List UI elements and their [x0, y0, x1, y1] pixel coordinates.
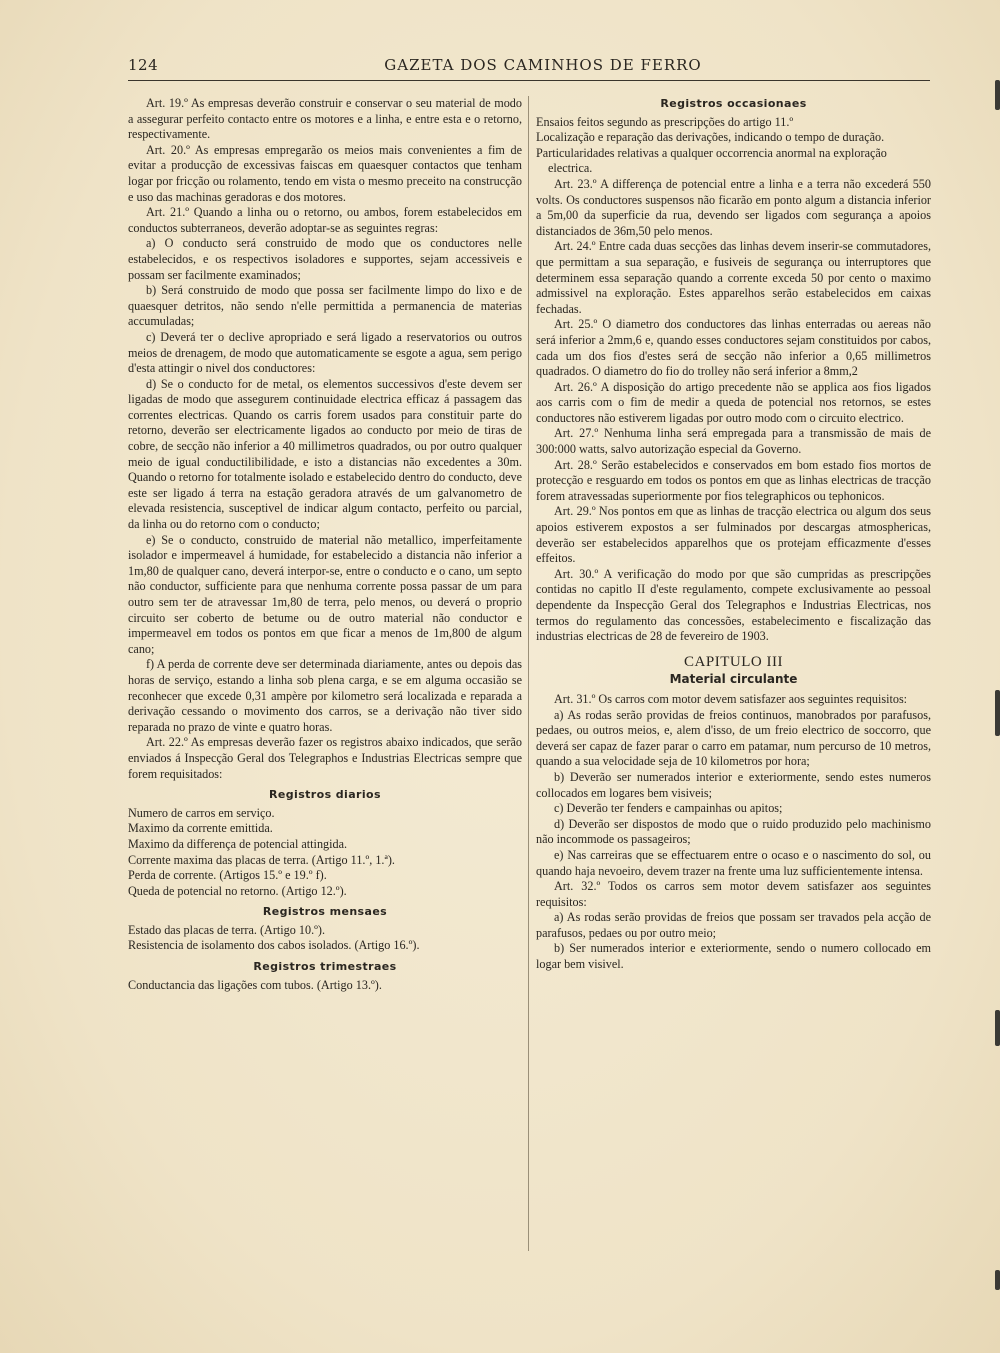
- article-21-b: b) Será construido de modo que possa ser facilmente limpo do lixo e de quaesquer detritos, não sendo n'elle permittida a permanencia de materias accumuladas;: [128, 283, 522, 329]
- article-31-d: d) Deverão ser dispostos de modo que o ruido produzido pelo machinismo não incommode os passageiros;: [536, 816, 931, 847]
- left-column: [128, 96, 522, 993]
- list-item: Ensaios feitos segundo as prescripções do artigo 11.º: [536, 114, 794, 129]
- list-item: Particularidades relativas a qualquer occorrencia anormal na exploração electrica.: [536, 145, 887, 176]
- registros-occasionaes-heading: Registros occasionaes: [660, 97, 807, 110]
- page-header: [128, 56, 930, 81]
- registros-diarios-list: [128, 806, 522, 900]
- binding-edge-mark: [995, 1010, 1000, 1046]
- list-item: Queda de potencial no retorno. (Artigo 12.º).: [128, 883, 347, 898]
- article-24: Art. 24.º Entre cada duas secções das linhas devem inserir-se commutadores, que permittam a sua separação, e fusiveis de segurança ou interruptores que determinem essa separação quando a corrente exceda 50 por cento o maximo admissivel na exploração. Estes apparelhos serão estabelecidos em caixas fechadas.: [536, 239, 931, 316]
- article-29: Art. 29.º Nos pontos em que as linhas de tracção electrica ou algum dos seus apoios estiverem expostos a ser fulminados por descargas atmosphericas, deverão ser estabelecidos apparelhos que os protejam efficazmente d'esses effeitos.: [536, 504, 931, 566]
- list-item: Resistencia de isolamento dos cabos isolados. (Artigo 16.º).: [128, 938, 420, 953]
- article-31-e: e) Nas carreiras que se effectuarem entre o ocaso e o nascimento do sol, ou quando haja nevoeiro, devem trazer na frente uma luz sufficientemente intensa.: [536, 847, 931, 878]
- article-21-a: a) O conducto será construido de modo que os conductores nelle estabelecidos, e os respectivos isoladores e supportes, sejam accessiveis e possam ser facilmente examinados;: [128, 236, 522, 282]
- chapter-title: CAPITULO III: [684, 653, 783, 670]
- article-23: Art. 23.º A differença de potencial entre a linha e a terra não excederá 550 volts. Os conductores suspensos não ficarão em ponto algum a distancia inferior a 5m,00 da superficie da rua, devendo ser ligados com segurança a apoios distanciados de 36m,50 pelo menos.: [536, 176, 931, 238]
- list-item: Localização e reparação das derivações, indicando o tempo de duração.: [536, 130, 885, 145]
- article-32-a: a) As rodas serão providas de freios que possam ser travados pela acção de parafusos, pedaes ou por outro meio;: [536, 910, 931, 940]
- article-31-c: c) Deverão ter fenders e campainhas ou apitos;: [554, 801, 783, 816]
- binding-edge-mark: [995, 80, 1000, 110]
- registros-mensaes-list: [128, 923, 522, 954]
- chapter-subtitle: Material circulante: [669, 672, 798, 687]
- article-22: Art. 22.º As empresas deverão fazer os registros abaixo indicados, que serão enviados á Inspecção Geral dos Telegraphos e Industrias Electricas sempre que forem requisitados:: [128, 735, 522, 781]
- registros-trimestraes-heading: Registros trimestraes: [253, 960, 397, 974]
- article-31: Art. 31.º Os carros com motor devem satisfazer aos seguintes requisitos:: [554, 691, 908, 706]
- article-19: Art. 19.º As empresas deverão construir e conservar o seu material de modo a assegurar perfeito contacto entre os motores e a linha, e entre esta e o retorno, respectivamente.: [128, 96, 522, 142]
- article-31-b: b) Deverão ser numerados interior e exteriormente, sendo estes numeros collocados em logares bem visiveis;: [536, 769, 931, 800]
- article-26: Art. 26.º A disposição do artigo precedente não se applica aos fios ligados aos carris com o fim de medir a queda de potencial nos retornos, se estes conductores não estiverem ligadas por outro modo com o circuito electrico.: [536, 379, 931, 425]
- page-number: 124: [128, 56, 159, 74]
- column-divider: [528, 96, 529, 1251]
- binding-edge-mark: [995, 690, 1000, 736]
- running-title: GAZETA DOS CAMINHOS DE FERRO: [384, 56, 702, 74]
- list-item: Corrente maxima das placas de terra. (Artigo 11.º, 1.ª).: [128, 852, 395, 867]
- list-item: Numero de carros em serviço.: [128, 805, 275, 820]
- article-30: Art. 30.º A verificação do modo por que são cumpridas as prescripções contidas no capitlo II d'este regulamento, compete exclusivamente ao pessoal dependente da Inspecção Geral dos Telegraphos e Industrias Electricas, nos termos do regulamento das concessões, estabelecimento e fiscalização das industrias electricas de 28 de fevereiro de 1903.: [536, 566, 931, 644]
- list-item: Perda de corrente. (Artigos 15.º e 19.º f).: [128, 868, 327, 883]
- article-21-d: d) Se o conducto for de metal, os elementos successivos d'este devem ser ligadas de modo que assegurem continuidade electrica efficaz á passagem das correntes electricas. Quando os carris forem usados para constituir parte do retorno, deverão ser electricamente ligados ao conducto por meio de tiras de cobre, de secção não inferior a 40 millimetros quadrados, ou por outro qualquer meio de igual conductilibilidade, e isto a distancias não excedentes a 30m. Quando o retorno for totalmente isolado e estabelecido dentro do conducto, deve este ser ligado á terra na estação geradora através de um galvanometro de elevada resistencia, susceptivel de indicar algum contacto, perfeito ou parcial, da linha ou do retorno com o conducto;: [128, 376, 522, 532]
- list-item: Maximo da corrente emittida.: [128, 821, 273, 836]
- article-21-f: f) A perda de corrente deve ser determinada diariamente, antes ou depois das horas de serviço, estando a linha sob plena carga, e se em alguma occasião se reconhecer que excede 0,31 ampère por kilometro será localizada e reparada a derivação cessando o movimento dos carros, se a derivação não tiver sido reparada no prazo de vinte e quatro horas.: [128, 657, 522, 734]
- article-20: Art. 20.º As empresas empregarão os meios mais convenientes a fim de evitar a producção de excessivas faiscas em quaesquer contactos que tenham logar por fricção ou rolamento, tendo em vista o mesmo preceito na construcção e uso das machinas geradoras e dos motores.: [128, 142, 522, 204]
- article-21-e: e) Se o conducto, construido de material não metallico, imperfeitamente isolador e impermeavel á humidade, for estabelecido a distancia não inferior a 1m,80 de qualquer cano, deverá interpor-se, entre o conducto e o cano, um septo não conductor, sufficiente para que nenhuma corrente possa passar de um para outro sem ter de atravessar 1m,80 de terra, pelo menos, ou deverá o proprio circuito ser coberto de betume ou de outro material não conductor e impermeavel em todos os pontos em que ficar a menos de 1m,800 de algum cano;: [128, 532, 522, 656]
- list-item: Estado das placas de terra. (Artigo 10.º).: [128, 922, 326, 937]
- registros-diarios-heading: Registros diarios: [269, 788, 381, 802]
- article-21-c: c) Deverá ter o declive apropriado e será ligado a reservatorios ou outros meios de drenagem, de modo que automaticamente se esgote a agua, sem perigo d'esta attingir o nivel dos conductores:: [128, 329, 522, 376]
- binding-edge-mark: [995, 1270, 1000, 1290]
- article-27: Art. 27.º Nenhuma linha será empregada para a transmissão de mais de 300:000 watts, salvo autorização especial da Governo.: [536, 426, 931, 457]
- right-column: [536, 96, 931, 973]
- article-25: Art. 25.º O diametro dos conductores das linhas enterradas ou aereas não será inferior a 2mm,6 e, quando esses conductores sejam constituidos por cabos, cada um dos fios d'estes será de secção não inferior a 0,65 millimetros quadrados. O diametro do fio do trolley não será inferior a 8mm,2: [536, 317, 931, 379]
- registros-trimestraes-list: [128, 978, 522, 994]
- list-item: Maximo da differença de potencial attingida.: [128, 836, 348, 851]
- list-item: Conductancia das ligações com tubos. (Artigo 13.º).: [128, 977, 382, 992]
- article-31-a: a) As rodas serão providas de freios continuos, manobrados por parafusos, pedaes, ou outros meios, e, alem d'isso, de um freio electrico de soccorro, que deverá ser capaz de fazer parar o carro em patamar, num percurso de 10 metros, quando a sua velocidade seja de 10 kilometros por hora;: [536, 707, 931, 769]
- registros-mensaes-heading: Registros mensaes: [262, 905, 388, 919]
- article-28: Art. 28.º Serão estabelecidos e conservados em bom estado fios mortos de protecção e resguardo em todos os pontos em que as linhas electricas de tracção forem atravessadas superiormente por fios telegraphicos ou tephonicos.: [536, 457, 931, 503]
- article-32: Art. 32.º Todos os carros sem motor devem satisfazer aos seguintes requisitos:: [536, 879, 931, 909]
- registros-occasionaes-list: [536, 115, 931, 177]
- article-21: Art. 21.º Quando a linha ou o retorno, ou ambos, forem estabelecidos em conductos subterraneos, deverão adoptar-se as seguintes regras:: [128, 205, 522, 235]
- article-32-b: b) Ser numerados interior e exteriormente, sendo o numero collocado em logar bem visivel.: [536, 941, 931, 972]
